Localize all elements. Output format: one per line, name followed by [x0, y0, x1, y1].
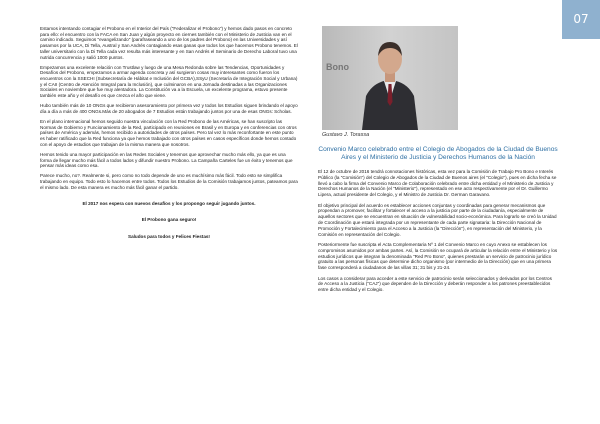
section-heading: Convenio Marco celebrado entre el Colegio de Abogados de la Ciudad de Buenos Aires y el Ministerio de Justicia y Derechos Humanos de la Nación — [318, 146, 558, 162]
right-paragraph-4: Los casos a considerar para acceder a este servicio de patrocinio serán seleccionados y derivados por los Centros de Acceso a la Justicia ("CAJ") que dependen de la Dirección y deberán responder a los patrones preestablecidos entre dicha entidad y el Colegio. — [318, 275, 552, 293]
left-paragraph-5: Hemos tenido una mayor participación en las Redes Sociales y tenemos que aprovechar mucho más ello, ya que es una forma de llegar mucho más fácil a todos lados y difundir nuestro Probono. La Campaña Carteles fue un éxito y tenemos que pensar más ideas como esa. — [40, 151, 293, 169]
left-paragraph-1: Estamos intentando contagiar el Probono en el Interior del País ("Federalizar el Probono") y hemos dado pasos en concreto para ello: el encuentro con la FACA en San Juan y algún proyecto en ciernes también con el Ministerio de Justicia van en el camino indicado. Seguimos "evangelizando" (parafraseando a uno de los padres del Probono) en las Universidades y así pasamos por la UCA, Di Tella, Austral y San Andrés contagiando esas ganas que todos los que hacemos Probono tenemos. El taller universitario con la Di Tella cada vez resulta más interesante y en San Andrés el Seminario de Derecho Laboral tuvo una nutrida concurrencia y salió 1000 puntos. — [40, 26, 298, 60]
closing-line-2: El Probono gana seguro! — [141, 217, 197, 223]
photo-background-text: Bono — [326, 62, 349, 72]
photo-caption: Gustavo J. Torassa — [322, 132, 370, 138]
closing-line-3: Saludos para todos y Felices Fiestas! — [128, 233, 210, 239]
closing-line-1: El 2017 nos espera con nuevos desafíos y los propongo seguir jugando juntos. — [82, 200, 256, 206]
left-paragraph-2: Empezamos una excelente relación con Trustlaw y luego de una Mesa Redonda sobre las Tendencias, Oportunidades y Desafíos del Probono, empezamos a armar agenda concreta y así surgieron cosas muy interesantes como fueron los encuentros con la SSECHI (Subsecretaría de Hábitat e Inclusión del GCBA),SSyU (Secretaría de Integración Social y Urbana) y el CAII (Centro de Atención Integral para la Inclusión), que culminaron en una Jornada destinadas a las Organizaciones Sociales en noviembre que fue muy alentadora. La Constitución va a la Escuela, un excelente programa, estuvo presente también este año y el desafío es que crezca el año que viene. — [40, 64, 298, 99]
left-paragraph-4: En el plano internacional hemos seguido nuestra vinculación con la Red Probono de las Américas, se han suscripto las Normas de Gobierno y Funcionamiento de la Red, participado en reuniones en Brasil y en Europa y en conferencias con otros países de América y además, hemos recibido a autoridades de otros países. Pero tal vez lo más reconfortante en este punto es haber ratificado que la Red funciona ya que hemos trabajado con otros países en casos específicos donde hemos contado con el apoyo de estudios que trabajan de la misma manera que nosotros. — [40, 119, 297, 147]
left-column — [40, 26, 298, 251]
portrait-photo — [322, 26, 458, 130]
right-paragraph-3: Posteriormente fue suscripta el Acta Complementaria Nº 1 del Convenio Marco en cuyo Anexo se establecen los compromisos asumidos por ambas partes. Así, la Comisión se ocupará de articular la relación entre el Ministerio y los estudios jurídicos que integran la denominada "Red Pro Bono", quienes prestarán un servicio de patrocinio jurídico gratuito a las personas físicas que determine dicho organismo (por intermedio de la Dirección) que en una primera fase corresponderá a ciudadanos de las villas 31; 31 bis y 21-24. — [318, 241, 558, 271]
right-paragraph-2: El objetivo principal del acuerdo es establecer acciones conjuntas y coordinadas para generar mecanismos que propendan a promover, facilitar y fortalecer el acceso a la justicia por parte de la ciudadanía, especialmente de aquellos sectores que se encuentran en situación de vulnerabilidad socio-económica. Para lograrlo se creó la Unidad de Coordinación que estará integrada por un representante de cada parte signataria: la Dirección Nacional de Promoción y Fortalecimiento para el Acceso a la Justicia (la "Dirección"), en representación del Ministerio, y la Comisión en representación del Colegio. — [318, 202, 557, 237]
right-column — [318, 169, 558, 298]
closing-block — [40, 201, 298, 240]
left-paragraph-3: Hubo también más de 10 ONGs que recibieron asesoramiento por primera vez y todos los Estudios siguen brindando el apoyo día a día a más de 400 ONGs.Más de 20 abogados de 7 Estudios están trabajando juntos por una de esas ONGs: Scholas. — [40, 103, 298, 114]
right-paragraph-1: El 12 de octubre de 2016 tendrá connotaciones históricas, esta vez para la Comisión de Trabajo Pro Bono e Interés Público (la "Comisión") del Colegio de Abogados de la Ciudad de Buenos aires (el "Colegio"), pues en dicha fecha se llevó a cabo la firma del Convenio Marco de Colaboración celebrado entre dicha entidad y el Ministerio de Justicia y Derechos Humanos de la Nación (el "Ministerio"), representado en ese acto respectivamente por el Dr. Guillermo Lipera, actual presidente del Colegio, y el Ministro de Justicia Dr. German Garavano. — [318, 169, 557, 198]
page-number-tab: 07 — [562, 0, 600, 39]
portrait-figure — [360, 32, 420, 130]
left-paragraph-6: Parece mucho, no?. Realmente si, pero como no todo depende de uno es muchísimo más fácil. Todo esto se simplifica trabajando en equipo. Todo esto lo hacemos entre todos. Todos los Estudios de la Comisión trabajamos juntos, pateamos para el mismo lado. De esta manera es mucho más fácil ganar el partido. — [40, 173, 298, 190]
